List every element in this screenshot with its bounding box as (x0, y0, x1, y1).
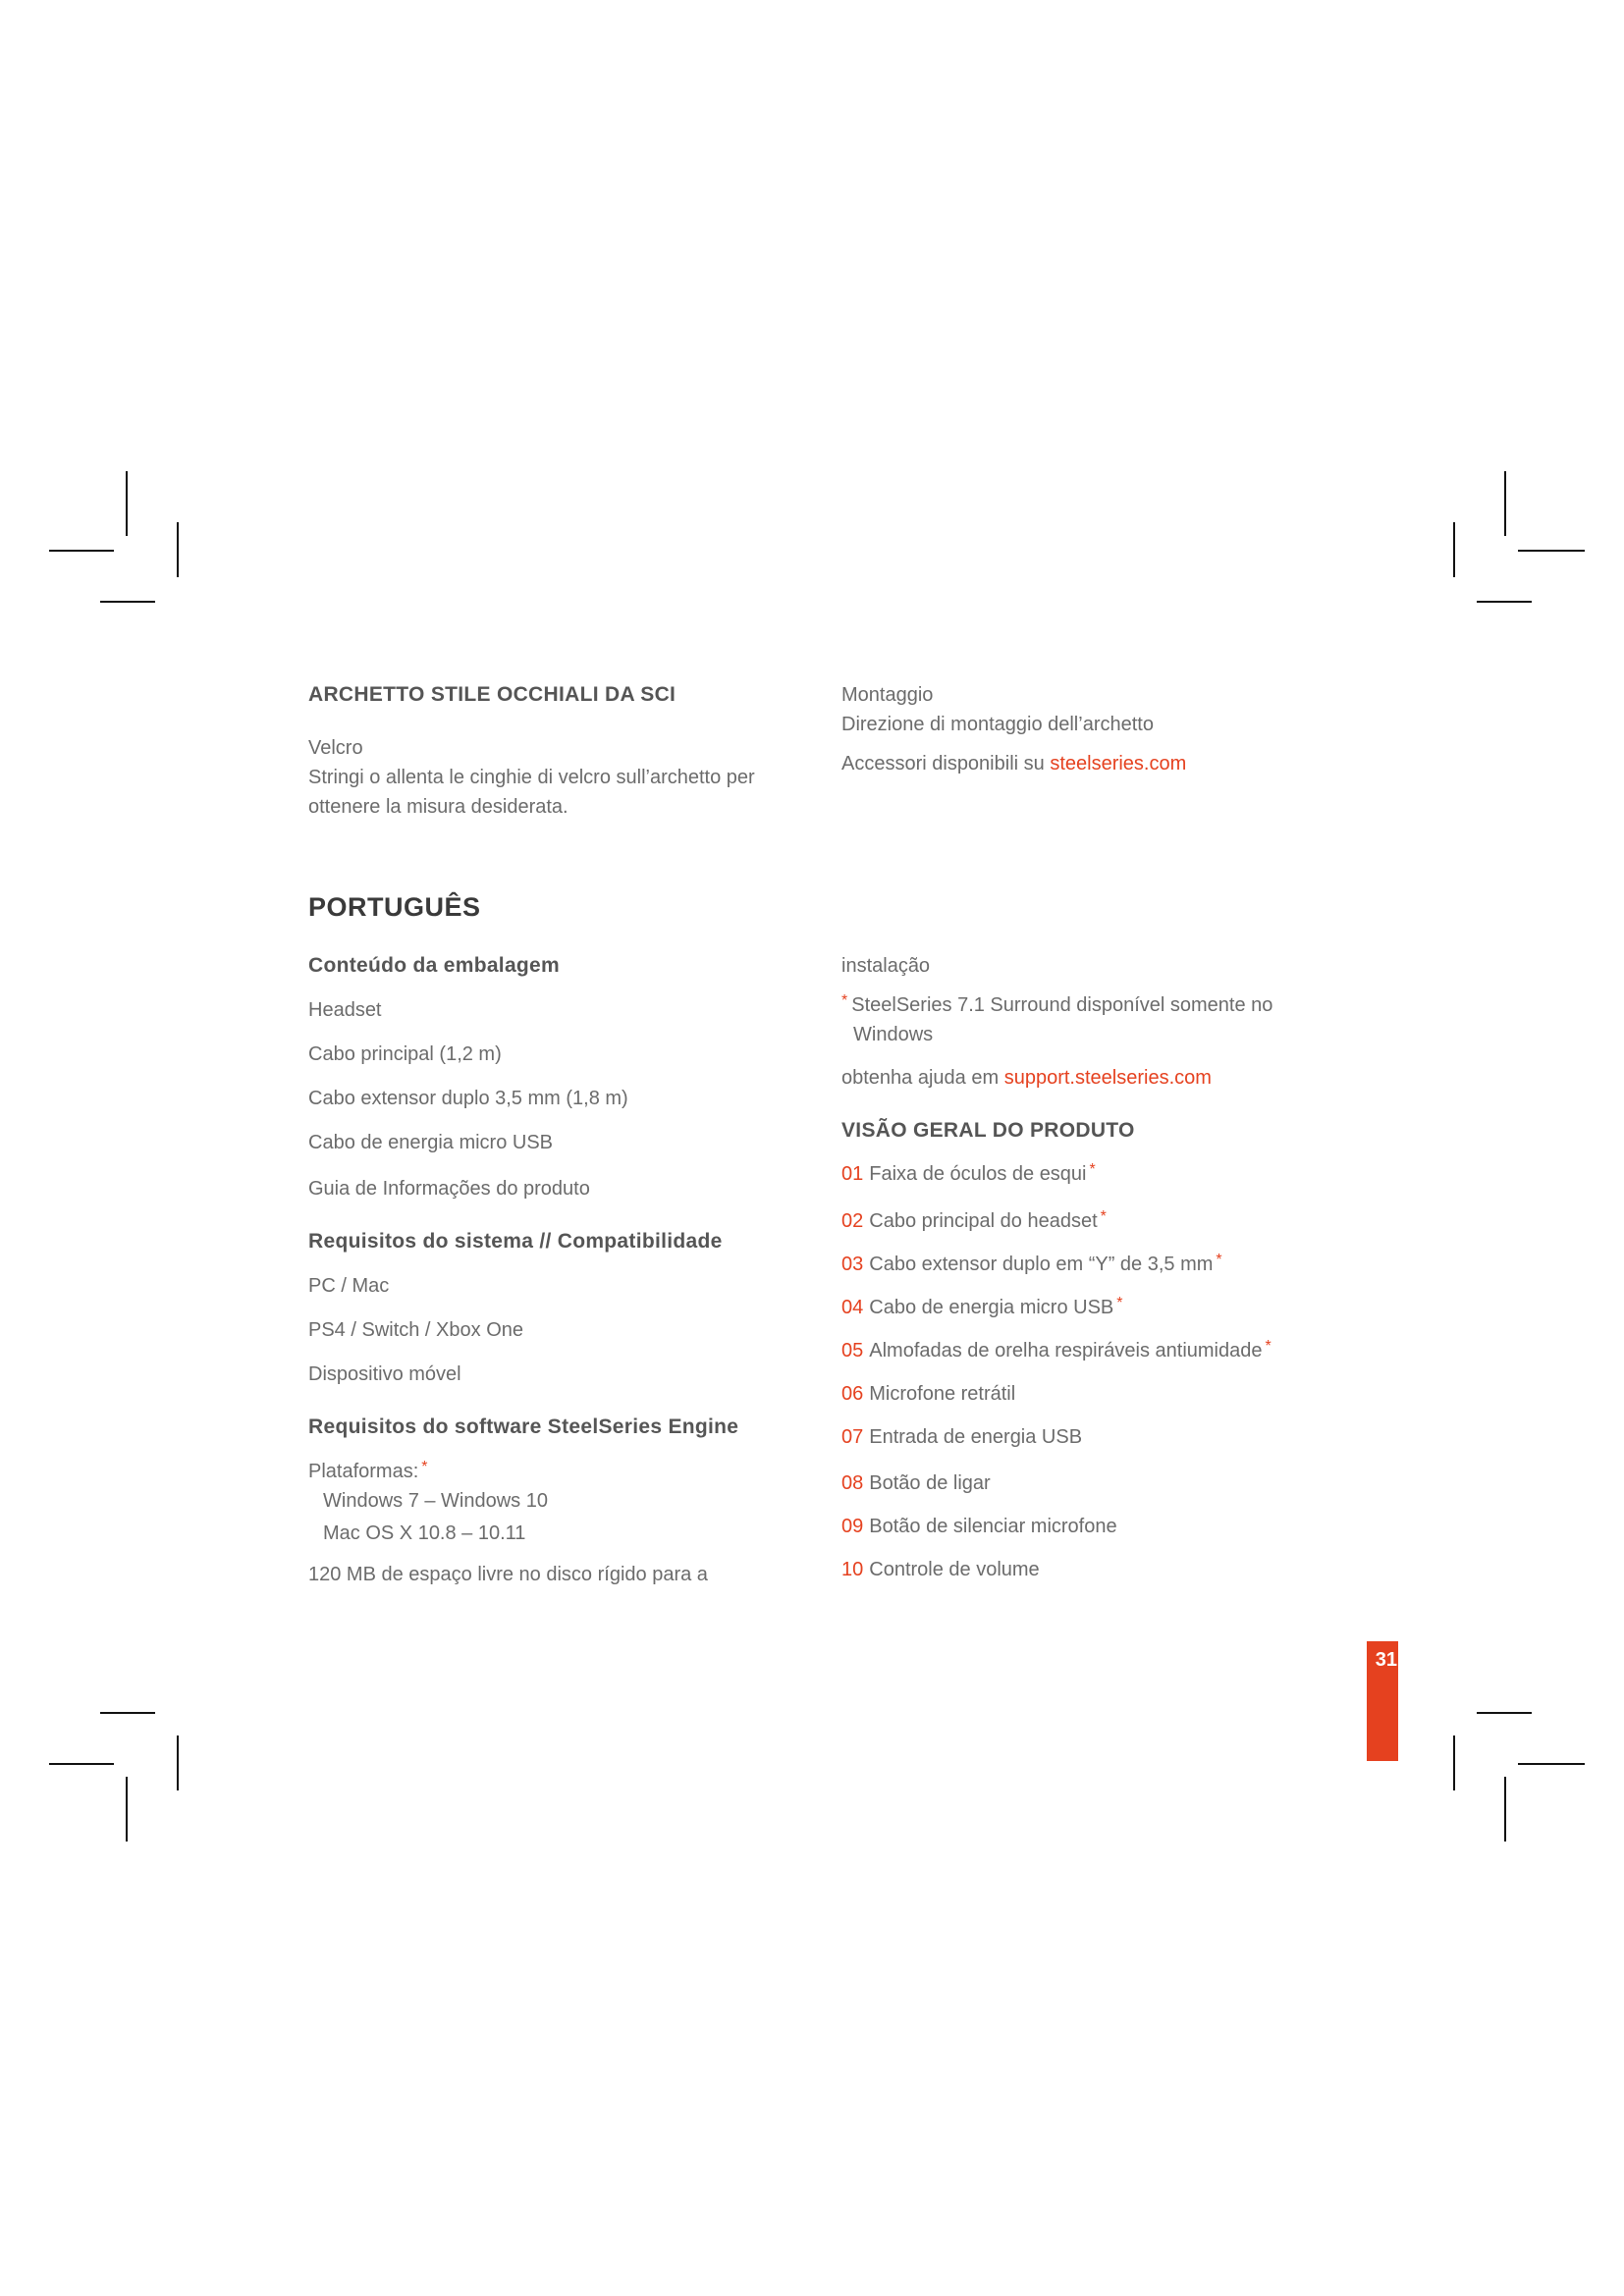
overview-item-label: Botão de silenciar microfone (869, 1516, 1117, 1537)
asterisk: * (1216, 1252, 1222, 1268)
overview-item (841, 1250, 1352, 1279)
surround-note: * SteelSeries 7.1 Surround disponível somente no (841, 992, 1273, 1016)
velcro-title: Velcro (308, 737, 363, 759)
contents-heading: Conteúdo da embalagem (308, 954, 561, 977)
contents-item: Headset (308, 999, 382, 1021)
overview-item (841, 1336, 1352, 1365)
disk-space: 120 MB de espaço livre no disco rígido para a (308, 1564, 708, 1585)
crop-mark (177, 1735, 179, 1790)
crop-mark (49, 550, 114, 552)
overview-item-number: 03 (841, 1254, 864, 1275)
platform-mac: Mac OS X 10.8 – 10.11 (323, 1522, 526, 1544)
overview-item-label: Almofadas de orelha respiráveis antiumidade (869, 1340, 1263, 1362)
contents-item: Cabo principal (1,2 m) (308, 1043, 502, 1065)
it-right-column (841, 680, 1332, 778)
overview-item-label: Botão de ligar (869, 1472, 991, 1494)
crop-mark (1477, 1712, 1532, 1714)
overview-item (841, 1379, 1352, 1409)
accessori-line (841, 749, 1332, 778)
accessori-text: Accessori disponibili su (841, 753, 1045, 774)
asterisk: * (841, 992, 848, 1009)
crop-mark (1504, 471, 1506, 536)
overview-heading: VISÃO GERAL DO PRODUTO (841, 1119, 1135, 1142)
overview-item-label: Faixa de óculos de esqui (869, 1163, 1087, 1185)
overview-list (841, 1159, 1352, 1584)
crop-mark (100, 1712, 155, 1714)
help-line (841, 1063, 1352, 1093)
platforms-label: Plataformas: (308, 1461, 419, 1482)
help-text: obtenha ajuda em (841, 1067, 1000, 1089)
overview-item-number: 07 (841, 1426, 864, 1448)
overview-item-number: 05 (841, 1340, 864, 1362)
pt-right-column (841, 951, 1352, 1584)
overview-item (841, 1468, 1352, 1498)
crop-mark (1453, 1735, 1455, 1790)
overview-item (841, 1422, 1352, 1452)
platform-windows: Windows 7 – Windows 10 (323, 1490, 548, 1512)
it-left-column (308, 680, 799, 822)
page-number: 31 (1367, 1641, 1398, 1761)
crop-mark (177, 522, 179, 577)
asterisk: * (1265, 1338, 1272, 1355)
asterisk: * (1089, 1161, 1096, 1178)
software-heading: Requisitos do software SteelSeries Engine (308, 1415, 739, 1438)
overview-item-number: 06 (841, 1383, 864, 1405)
contents-item: Guia de Informações do produto (308, 1178, 590, 1200)
crop-mark (1518, 550, 1585, 552)
crop-mark (126, 471, 128, 536)
overview-item-number: 09 (841, 1516, 864, 1537)
overview-item-number: 01 (841, 1163, 864, 1185)
install-cont: instalação (841, 955, 931, 977)
overview-item-label: Entrada de energia USB (869, 1426, 1083, 1448)
contents-item: Cabo de energia micro USB (308, 1132, 554, 1153)
contents-item: Cabo extensor duplo 3,5 mm (1,8 m) (308, 1088, 628, 1109)
montaggio-title: Montaggio (841, 684, 934, 706)
sysreq-item: Dispositivo móvel (308, 1363, 461, 1385)
asterisk: * (421, 1459, 428, 1475)
overview-item (841, 1159, 1352, 1189)
overview-item-number: 04 (841, 1297, 864, 1318)
crop-mark (49, 1763, 114, 1765)
overview-item-number: 08 (841, 1472, 864, 1494)
crop-mark (126, 1777, 128, 1842)
asterisk: * (1100, 1208, 1107, 1225)
overview-item-number: 10 (841, 1559, 864, 1580)
sysreq-item: PS4 / Switch / Xbox One (308, 1319, 523, 1341)
crop-mark (1477, 601, 1532, 603)
steelseries-link[interactable]: steelseries.com (1050, 753, 1187, 774)
crop-mark (1518, 1763, 1585, 1765)
crop-mark (1453, 522, 1455, 577)
crop-mark (1504, 1777, 1506, 1842)
overview-item-label: Microfone retrátil (869, 1383, 1016, 1405)
surround-note-cont: Windows (853, 1024, 934, 1045)
sysreq-item: PC / Mac (308, 1275, 390, 1297)
pt-left-column (308, 951, 819, 1589)
velcro-text: Stringi o allenta le cinghie di velcro sull’archetto per (308, 767, 755, 788)
overview-item-label: Cabo de energia micro USB (869, 1297, 1114, 1318)
overview-item (841, 1555, 1352, 1584)
support-link[interactable]: support.steelseries.com (1003, 1067, 1212, 1089)
overview-item (841, 1293, 1352, 1322)
it-heading: ARCHETTO STILE OCCHIALI DA SCI (308, 683, 677, 706)
platforms-line (308, 1457, 819, 1486)
sysreq-heading: Requisitos do sistema // Compatibilidade (308, 1230, 723, 1253)
pt-section-title: PORTUGUÊS (308, 892, 481, 922)
overview-item-label: Cabo principal do headset (869, 1210, 1098, 1232)
overview-item-number: 02 (841, 1210, 864, 1232)
montaggio-text: Direzione di montaggio dell’archetto (841, 714, 1154, 735)
crop-mark (100, 601, 155, 603)
overview-item (841, 1512, 1352, 1541)
overview-item (841, 1206, 1352, 1236)
velcro-text: ottenere la misura desiderata. (308, 796, 568, 818)
overview-item-label: Controle de volume (869, 1559, 1040, 1580)
asterisk: * (1116, 1295, 1123, 1311)
overview-item-label: Cabo extensor duplo em “Y” de 3,5 mm (869, 1254, 1214, 1275)
